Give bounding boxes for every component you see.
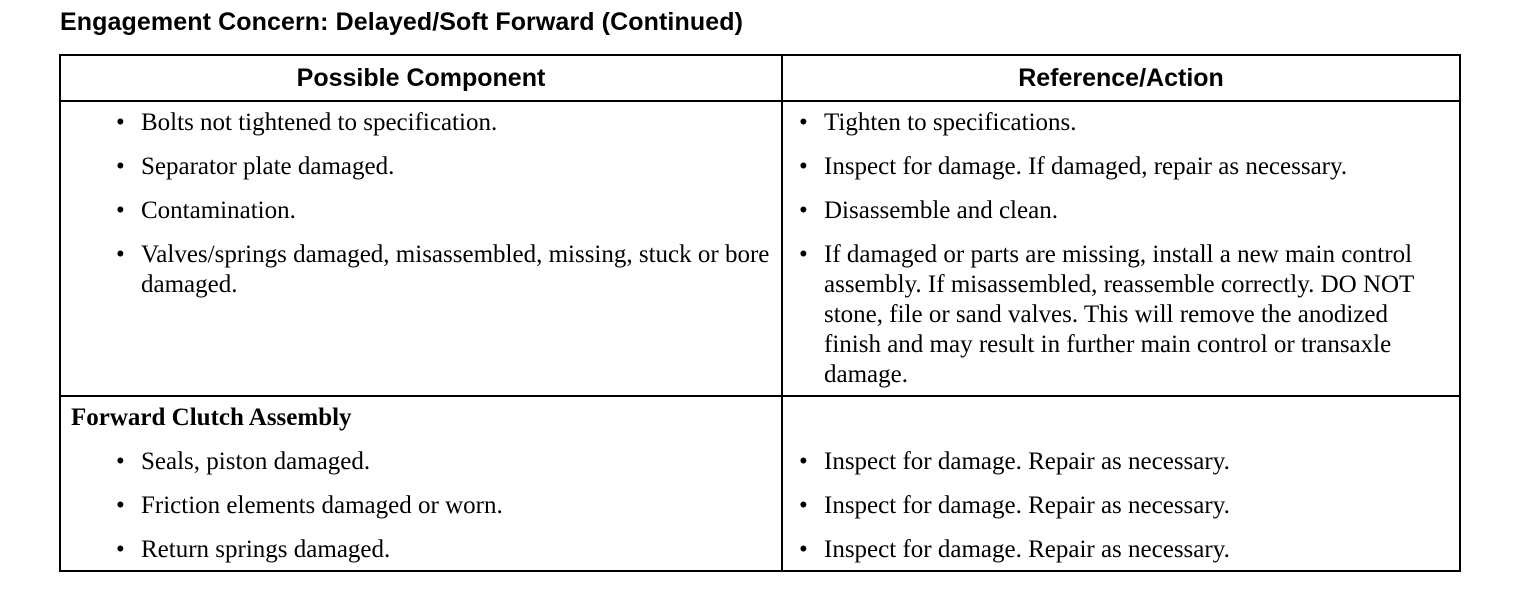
bullet-icon: • [116, 492, 125, 519]
table-row [60, 396, 1460, 571]
bullet-icon: • [116, 109, 125, 136]
bullet-icon: • [116, 536, 125, 563]
list-item [793, 535, 1449, 565]
action-text: Inspect for damage. If damaged, repair as necessary. [824, 153, 1348, 180]
action-cell [782, 396, 1460, 571]
list-item [793, 447, 1449, 477]
list-item [71, 491, 771, 521]
component-text: Friction elements damaged or worn. [141, 492, 503, 519]
component-text: Return springs damaged. [141, 536, 391, 563]
list-item [793, 196, 1449, 226]
bullet-icon: • [116, 241, 125, 268]
action-text: Inspect for damage. Repair as necessary. [824, 492, 1230, 519]
column-header-reference-action: Reference/Action [782, 55, 1460, 101]
component-text: Valves/springs damaged, misassembled, missing, stuck or bore damaged. [141, 241, 770, 298]
bullet-icon: • [799, 241, 808, 268]
bullet-icon: • [799, 197, 808, 224]
table-header-row [60, 55, 1460, 101]
bullet-icon: • [799, 536, 808, 563]
page-title: Engagement Concern: Delayed/Soft Forward (Continued) [60, 8, 744, 36]
table-row [60, 101, 1460, 396]
bullet-icon: • [799, 492, 808, 519]
action-text: Inspect for damage. Repair as necessary. [824, 536, 1230, 563]
bullet-icon: • [116, 153, 125, 180]
action-text: Inspect for damage. Repair as necessary. [824, 448, 1230, 475]
component-text: Bolts not tightened to specification. [141, 109, 498, 136]
component-cell [60, 101, 782, 396]
bullet-icon: • [799, 153, 808, 180]
component-text: Separator plate damaged. [141, 153, 395, 180]
action-text: Disassemble and clean. [824, 197, 1058, 224]
list-item [71, 108, 771, 138]
bullet-icon: • [116, 448, 125, 475]
list-item [793, 152, 1449, 182]
list-item [71, 196, 771, 226]
list-item [793, 108, 1449, 138]
list-item [793, 491, 1449, 521]
bullet-icon: • [116, 197, 125, 224]
component-text: Contamination. [141, 197, 296, 224]
list-item [71, 152, 771, 182]
section-heading: Forward Clutch Assembly [71, 404, 352, 431]
list-item [793, 240, 1449, 390]
list-item [71, 535, 771, 565]
action-text: Tighten to specifications. [824, 109, 1077, 136]
bullet-icon: • [799, 448, 808, 475]
bullet-icon: • [799, 109, 808, 136]
diagnosis-table [59, 54, 1461, 572]
component-cell [60, 396, 782, 571]
action-text: If damaged or parts are missing, install a new main control assembly. If misassembled, reassemble correctly. DO NOT stone, file or sand valves. This will remove the anodized finish and may result in further main control or transaxle damage. [824, 241, 1414, 388]
component-text: Seals, piston damaged. [141, 448, 371, 475]
list-item [71, 447, 771, 477]
list-item [71, 240, 771, 300]
column-header-possible-component: Possible Component [60, 55, 782, 101]
action-cell [782, 101, 1460, 396]
heading-spacer [793, 403, 1449, 433]
